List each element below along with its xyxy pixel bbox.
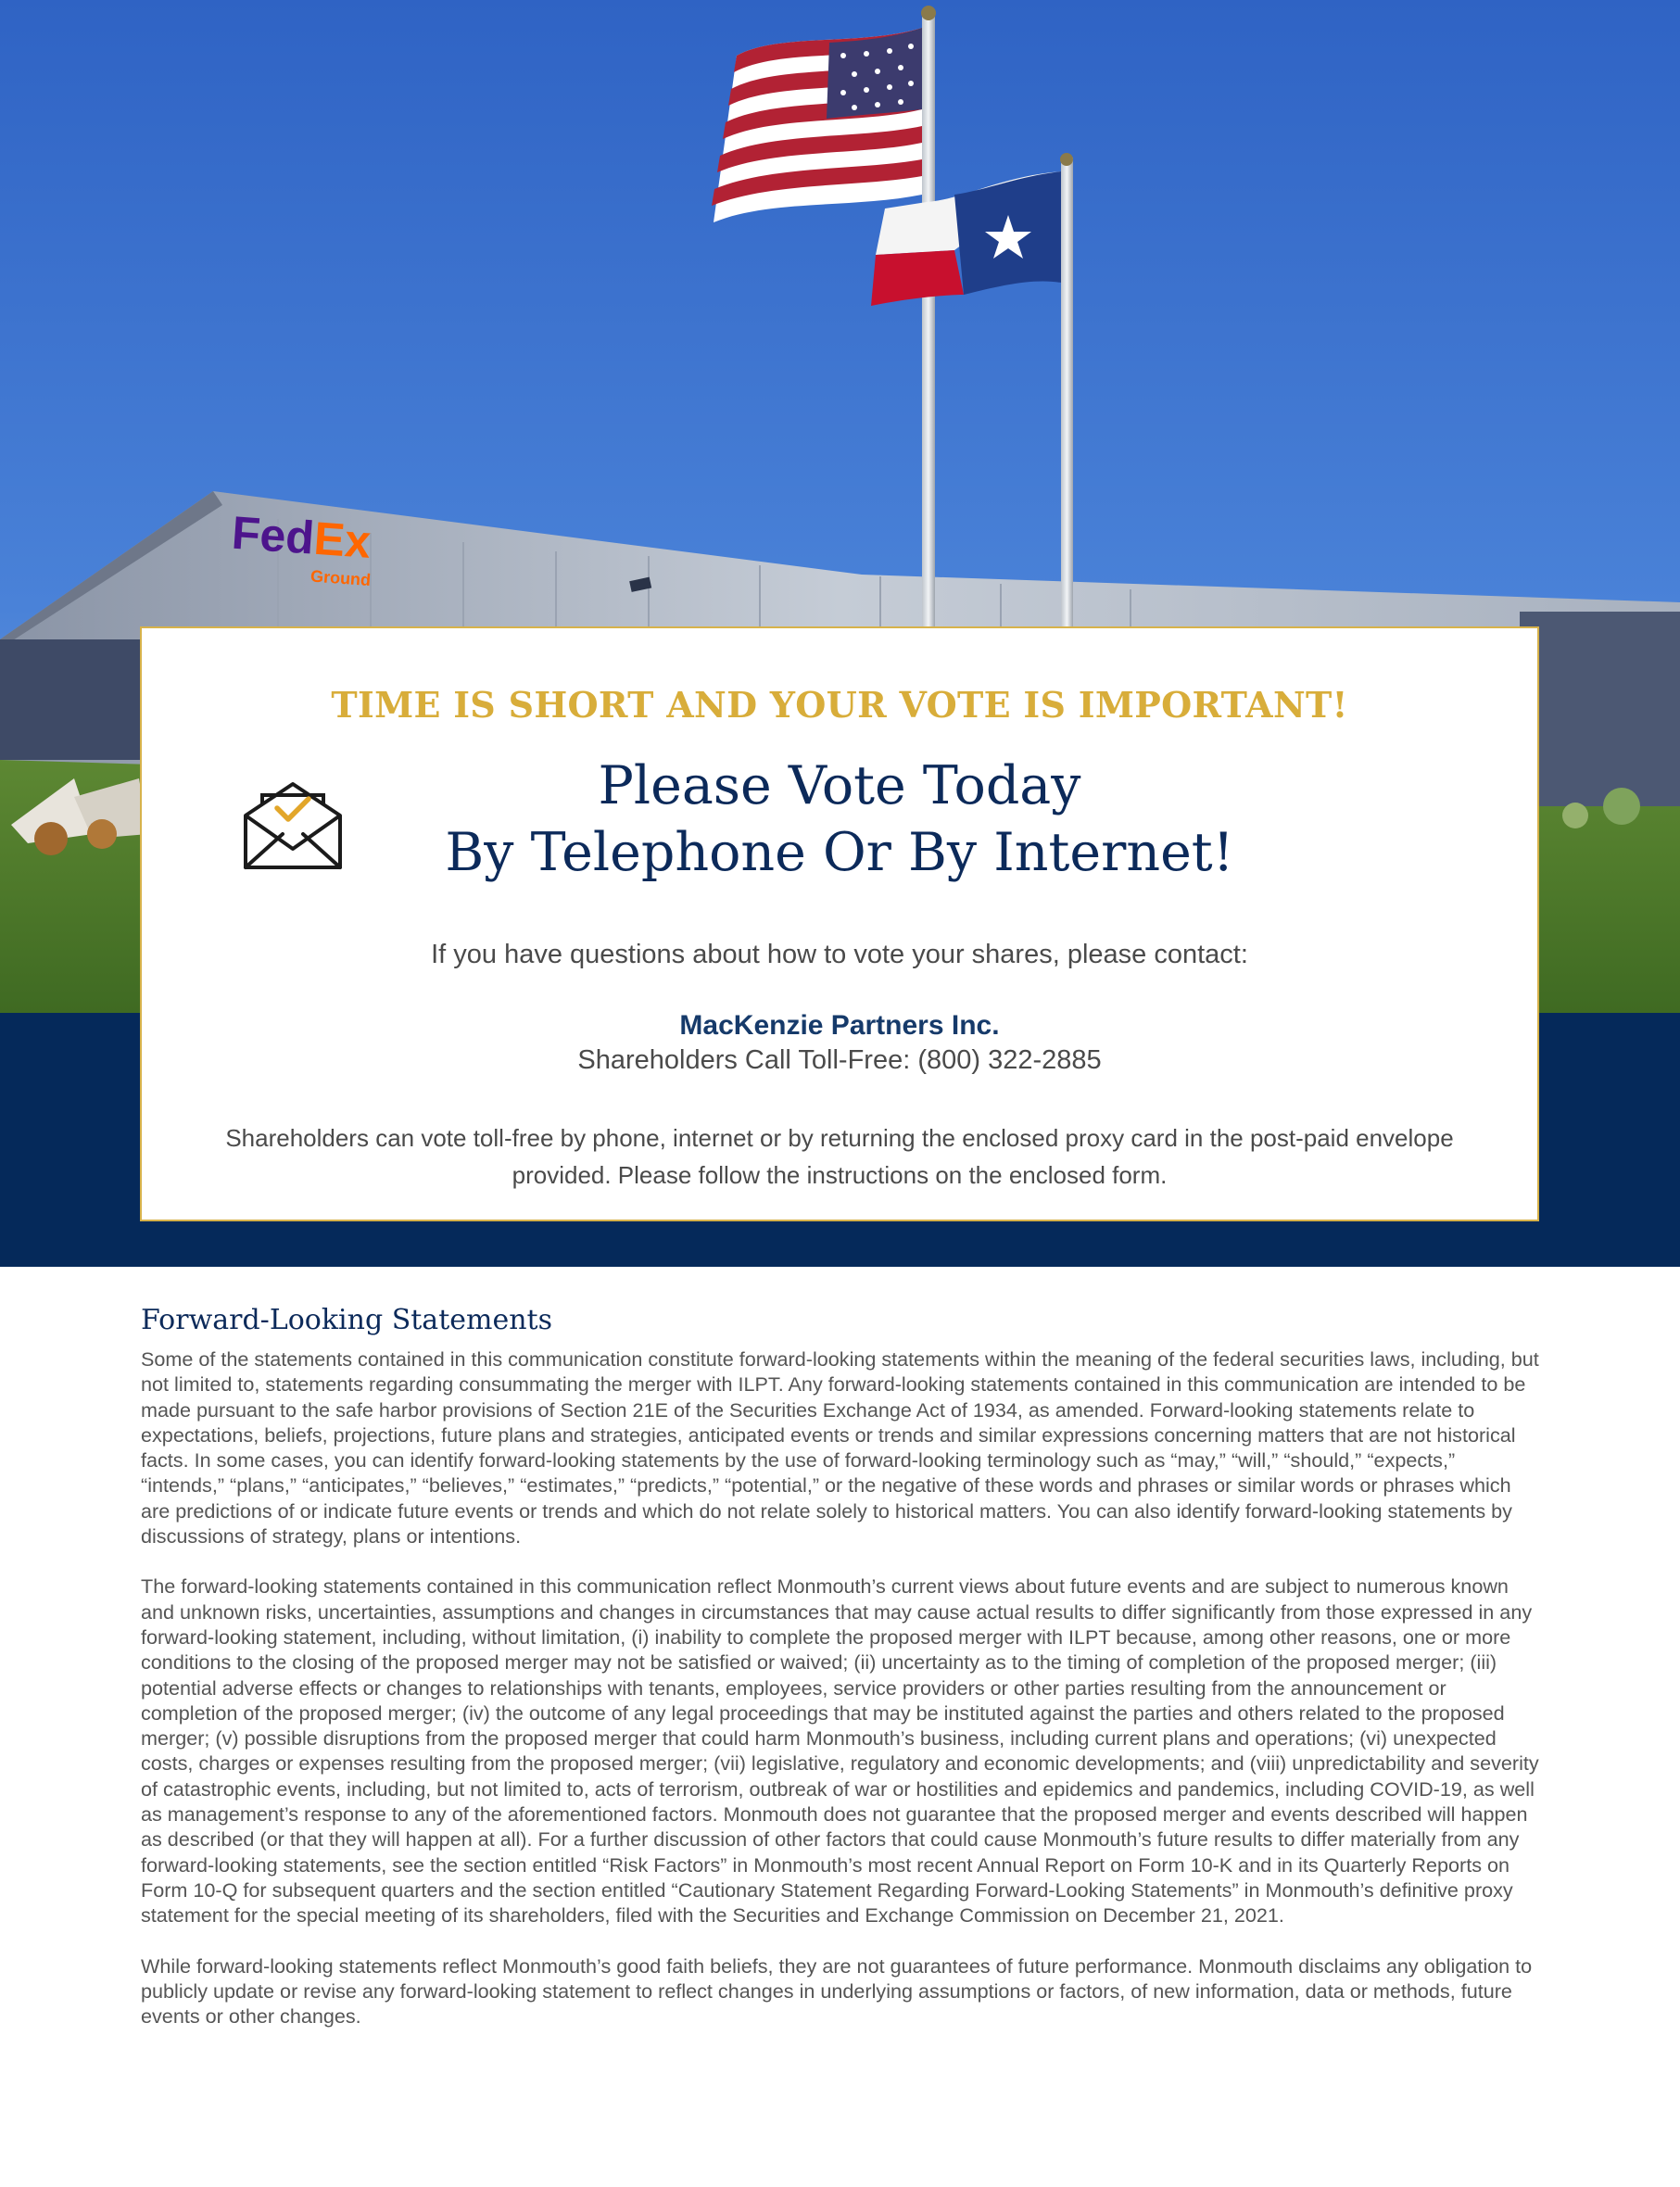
pole-finial-1 bbox=[921, 6, 936, 20]
disclaimer-paragraph-3: While forward-looking statements reflect Monmouth’s good faith beliefs, they are not guarantees of future performance. Monmouth disclaims any obligation to publicly update or revise any forward-looking statement to reflect changes in underlying assumptions or factors, of new information, data or methods, future events or other changes. bbox=[141, 1953, 1533, 2029]
proxy-solicitor-name: MacKenzie Partners Inc. bbox=[679, 1010, 1000, 1041]
headline-line-2: By Telephone Or By Internet! bbox=[445, 822, 1234, 883]
contact-intro: If you have questions about how to vote your shares, please contact: bbox=[431, 940, 1248, 969]
forward-looking-statements bbox=[141, 1302, 1540, 2054]
section-title: Forward-Looking Statements bbox=[141, 1304, 552, 1336]
brand-fed: FedEx bbox=[230, 506, 373, 568]
toll-free-phone: Shareholders Call Toll-Free: (800) 322-2885 bbox=[577, 1045, 1102, 1075]
brand-division: Ground bbox=[309, 566, 372, 590]
headline-line-1: Please Vote Today bbox=[598, 755, 1081, 816]
vote-reminder-card bbox=[140, 626, 1539, 1221]
disclaimer-paragraph-1: Some of the statements contained in this communication constitute forward-looking statements within the meaning of the federal securities laws, including, but not limited to, statements regarding consummating the merger with ILPT. Any forward-looking statements contained in this communication are intended to be made pursuant to the safe harbor provisions of Section 21E of the Securities Exchange Act of 1934, as amended. Forward-looking statements relate to expectations, beliefs, projections, future plans and strategies, anticipated events or trends and similar expressions concerning matters that are not historical facts. In some cases, you can identify forward-looking statements by the use of forward-looking terminology such as “may,” “will,” “should,” “expects,” “intends,” “plans,” “anticipates,” “believes,” “estimates,” “predicts,” “potential,” or the negative of these words and phrases or similar words or phrases which are predictions of or indicate future events or trends and which do not relate solely to historical matters. You can also identify forward-looking statements by discussions of strategy, plans or intentions. bbox=[141, 1347, 1539, 1549]
voting-instructions: Shareholders can vote toll-free by phone, internet or by returning the enclosed proxy card in the post-paid envelope provided. Please follow the instructions on the enclosed form. bbox=[225, 1124, 1454, 1189]
us-flag bbox=[712, 28, 922, 222]
urgent-notice: TIME IS SHORT AND YOUR VOTE IS IMPORTANT! bbox=[331, 684, 1348, 726]
disclaimer-paragraph-2: The forward-looking statements contained in this communication reflect Monmouth’s current views about future events and are subject to numerous known and unknown risks, uncertainties, assumptions and changes in circumstances that may cause actual results to differ significantly from those expressed in any forward-looking statement, including, without limitation, (i) inability to complete the proposed merger with ILPT because, among other reasons, one or more conditions to the closing of the proposed merger may not be satisfied or waived; (ii) uncertainty as to the timing of completion of the proposed merger; (iii) potential adverse effects or changes to relationships with tenants, employees, service providers or other parties resulting from the announcement or completion of the proposed merger; (iv) the outcome of any legal proceedings that may be instituted against the parties and others related to the proposed merger; (v) possible disruptions from the proposed merger that could harm Monmouth’s business, including current plans and operations; (vi) unexpected costs, charges or expenses resulting from the proposed merger; (vii) legislative, regulatory and economic developments; and (viii) unpredictability and severity of catastrophic events, including, but not limited to, acts of terrorism, outbreak of war or hostilities and epidemics and pandemics, including COVID-19, as well as management’s response to any of the aforementioned factors. Monmouth does not guarantee that the proposed merger and events described will happen as described (or that they will happen at all). For a further discussion of other factors that could cause Monmouth’s future results to differ materially from any forward-looking statements, see the section entitled “Risk Factors” in Monmouth’s most recent Annual Report on Form 10-K and in its Quarterly Reports on Form 10-Q for subsequent quarters and the section entitled “Cautionary Statement Regarding Forward-Looking Statements” in Monmouth’s definitive proxy statement for the special meeting of its shareholders, filed with the Securities and Exchange Commission on December 21, 2021. bbox=[141, 1574, 1539, 1928]
pole-finial-2 bbox=[1060, 153, 1073, 166]
